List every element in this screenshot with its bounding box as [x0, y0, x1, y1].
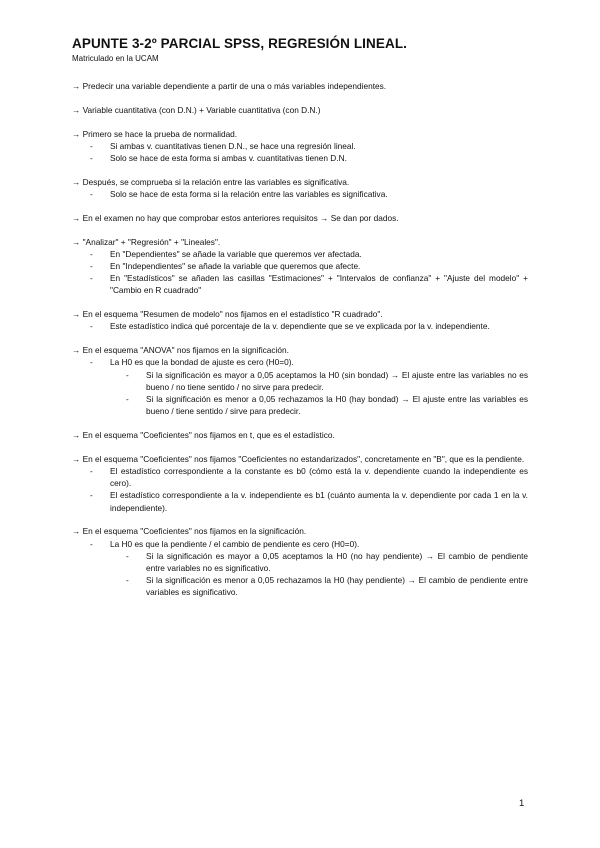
bullet-list — [72, 538, 528, 550]
note-block — [72, 176, 528, 200]
list-item: - Solo se hace de esta forma si ambas v. cuantitativas tienen D.N. — [72, 152, 528, 164]
note-text: → En el esquema "Resumen de modelo" nos fijamos en el estadístico "R cuadrado". — [72, 309, 383, 320]
list-item: - Solo se hace de esta forma si la relación entre las variables es significativa. — [72, 188, 528, 200]
bullet-list — [72, 140, 528, 164]
document-page — [72, 36, 528, 599]
note-text: → Después, se comprueba si la relación entre las variables es significativa. — [72, 176, 350, 187]
note-block — [72, 453, 528, 514]
bullet-list — [72, 248, 528, 297]
list-item: - En "Dependientes" se añade la variable que queremos ver afectada. — [72, 248, 528, 260]
list-item: - En "Independientes" se añade la variable que queremos que afecte. — [72, 260, 528, 272]
note-text: → En el esquema "Coeficientes" nos fijamos en la significación. — [72, 526, 307, 537]
note-block — [72, 236, 528, 297]
list-item: - El estadístico correspondiente a la constante es b0 (cómo está la v. dependiente cuando la independiente es cero). — [72, 465, 528, 489]
note-block — [72, 308, 528, 332]
note-block — [72, 128, 528, 165]
note-text: → En el esquema "Coeficientes" nos fijamos "Coeficientes no estandarizados", concretamente en "B", que es la pendiente. — [72, 453, 525, 464]
note-text: → "Analizar" + "Regresión" + "Lineales". — [72, 236, 221, 247]
bullet-list — [72, 465, 528, 514]
list-item: - Si ambas v. cuantitativas tienen D.N., se hace una regresión lineal. — [72, 140, 528, 152]
list-item: - Este estadístico indica qué porcentaje de la v. dependiente que se ve explicada por la v. independiente. — [72, 320, 528, 332]
note-block — [72, 344, 528, 417]
list-item: - El estadístico correspondiente a la v. independiente es b1 (cuánto aumenta la v. dependiente por cada 1 en la v. independiente). — [72, 489, 528, 513]
list-item: - La H0 es que la pendiente / el cambio de pendiente es cero (H0=0). — [72, 538, 528, 550]
document-subtitle: Matriculado en la UCAM — [72, 54, 159, 63]
list-item: - En "Estadísticos" se añaden las casillas "Estimaciones" + "Intervalos de confianza" + "Ajuste del modelo" + "Cambio en R cuadrado" — [72, 272, 528, 296]
note-block — [72, 212, 528, 224]
note-text: → Variable cuantitativa (con D.N.) + Variable cuantitativa (con D.N.) — [72, 104, 321, 115]
note-block — [72, 525, 528, 598]
document-title: APUNTE 3-2º PARCIAL SPSS, REGRESIÓN LINEAL. — [72, 36, 408, 51]
bullet-list — [72, 188, 528, 200]
sub-bullet-list — [72, 369, 528, 418]
sub-list-item: - Si la significación es menor a 0,05 rechazamos la H0 (hay pendiente) → El cambio de pendiente entre variables es significativo. — [72, 574, 528, 598]
bullet-list — [72, 356, 528, 368]
note-block — [72, 429, 528, 441]
note-text: → En el esquema "ANOVA" nos fijamos en la significación. — [72, 345, 289, 356]
note-block — [72, 104, 528, 116]
note-text: → Primero se hace la prueba de normalidad. — [72, 128, 238, 139]
page-number: 1 — [519, 798, 525, 809]
sub-list-item: - Si la significación es mayor a 0,05 aceptamos la H0 (no hay pendiente) → El cambio de pendiente entre variables no es significativo. — [72, 550, 528, 574]
note-text: → En el esquema "Coeficientes" nos fijamos en t, que es el estadístico. — [72, 430, 335, 441]
list-item: - La H0 es que la bondad de ajuste es cero (H0=0). — [72, 356, 528, 368]
note-text: → Predecir una variable dependiente a partir de una o más variables independientes. — [72, 81, 387, 91]
note-block — [72, 80, 528, 92]
sub-list-item: - Si la significación es mayor a 0,05 aceptamos la H0 (sin bondad) → El ajuste entre las variables no es bueno / no tiene sentido / no sirve para predecir. — [72, 369, 528, 393]
bullet-list — [72, 320, 528, 332]
sub-list-item: - Si la significación es menor a 0,05 rechazamos la H0 (hay bondad) → El ajuste entre las variables es bueno / tiene sentido / sirve para predecir. — [72, 393, 528, 417]
note-text: → En el examen no hay que comprobar estos anteriores requisitos → Se dan por dados. — [72, 212, 399, 223]
sub-bullet-list — [72, 550, 528, 599]
